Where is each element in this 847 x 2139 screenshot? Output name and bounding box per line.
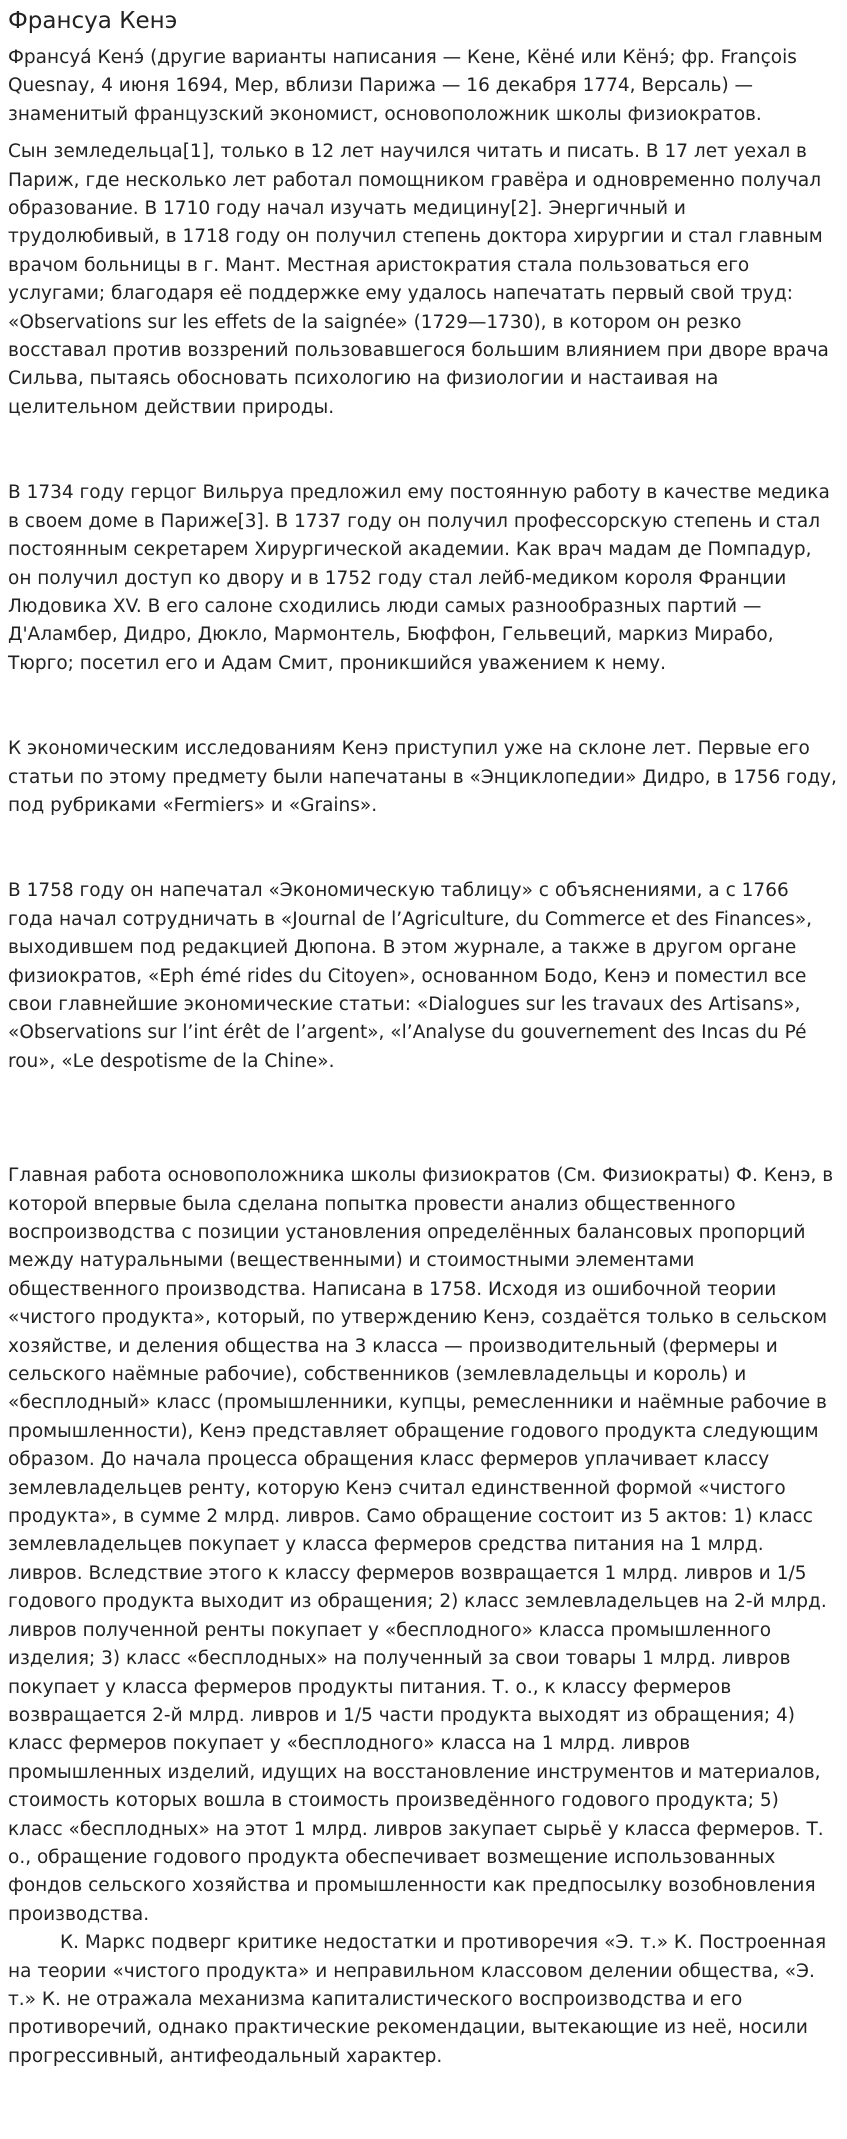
intro-paragraph: Франсуа́ Кенэ́ (другие варианты написания — Кене, Кёне́ или Кёнэ́; фр. François Quesnay, 4 июня 1694, Мер, вблизи Парижа — 16 декабря 1774, Версаль) — знаменитый французский экономист, основоположник школы физиократов. — [8, 47, 797, 125]
paragraph-spacer — [8, 129, 839, 138]
marx-critique-paragraph: К. Маркс подверг критике недостатки и противоречия «Э. т.» К. Построенная на теории «чистого продукта» и неправильном классовом делении общества, «Э. т.» К. не отражала механизма капиталистического воспроизводства и его противоречий, однако практические рекомендации, вытекающие из неё, носили прогрессивный, антифеодальный характер. — [8, 1932, 827, 2067]
paragraph-spacer — [8, 820, 839, 877]
tableau-paragraph: Главная работа основоположника школы физиократов (См. Физиократы) Ф. Кенэ, в которой впервые была сделана попытка провести анализ общественного воспроизводства с позиции установления определённых балансовых пропорций между натуральными (вещественными) и стоимостными элементами общественного производства. Написана в 1758. Исходя из ошибочной теории «чистого продукта», который, по утверждению Кенэ, создаётся только в сельском хозяйстве, и деления общества на 3 класса — производительный (фермеры и сельского наёмные рабочие), собственников (землевладельцы и король) и «бесплодный» класс (промышленники, купцы, ремесленники и наёмные рабочие в промышленности), Кенэ представляет обращение годового продукта следующим образом. До начала процесса обращения класс фермеров уплачивает классу землевладельцев ренту, которую Кенэ считал единственной формой «чистого продукта», в сумме 2 млрд. ливров. Само обращение состоит из 5 актов: 1) класс землевладельцев покупает у класса фермеров средства питания на 1 млрд. ливров. Вследствие этого к классу фермеров возвращается 1 млрд. ливров и 1/5 годового продукта выходит из обращения; 2) класс землевладельцев на 2-й млрд. ливров полученной ренты покупает у «бесплодного» класса промышленного изделия; 3) класс «бесплодных» на полученный за свои товары 1 млрд. ливров покупает у класса фермеров продукты питания. Т. о., к классу фермеров возвращается 2-й млрд. ливров и 1/5 части продукта выходят из обращения; 4) класс фермеров покупает у «бесплодного» класса на 1 млрд. ливров промышленных изделий, идущих на восстановление инструментов и материалов, стоимость которых вошла в стоимость произведённого годового продукта; 5) класс «бесплодных» на этот 1 млрд. ливров закупает сырьё у класса фермеров. Т. о., обращение годового продукта обеспечивает возмещение использованных фондов сельского хозяйства и промышленности как предпосылку возобновления производства. — [8, 1165, 834, 1925]
paragraph-spacer — [8, 422, 839, 479]
economics-paragraph: К экономическим исследованиям Кенэ приступил уже на склоне лет. Первые его статьи по этому предмету были напечатаны в «Энциклопедии» Дидро, в 1756 году, под рубриками «Fermiers» и «Grains». — [8, 738, 837, 816]
career-paragraph: В 1734 году герцог Вильруа предложил ему постоянную работу в качестве медика в своем доме в Париже[3]. В 1737 году он получил профессорскую степень и стал постоянным секретарем Хирургической академии. Как врач мадам де Помпадур, он получил доступ ко двору и в 1752 году стал лейб-медиком короля Франции Людовика XV. В его салоне сходились люди самых разнообразных партий — Д'Аламбер, Дидро, Дюкло, Мармонтель, Бюффон, Гельвеций, маркиз Мирабо, Тюрго; посетил его и Адам Смит, проникшийся уважением к нему. — [8, 482, 830, 674]
paragraph-spacer — [8, 1076, 839, 1162]
publications-paragraph: В 1758 году он напечатал «Экономическую таблицу» с объяснениями, а с 1766 года начал сотрудничать в «Journal de l’Agriculture, du Commerce et des Finances», выходившем под редакцией Дюпона. В этом журнале, а также в другом органе физиократов, «Eph émé rides du Citoyen», основанном Бодо, Кенэ и поместил все свои главнейшие экономические статьи: «Dialogues sur les travaux des Artisans», «Observations sur l’int érêt de l’argent», «l’Analyse du gouvernement des Incas du Pé rou», «Le despotisme de la Chine». — [8, 880, 813, 1072]
paragraph-spacer — [8, 678, 839, 735]
biography-paragraph: Сын земледельца[1], только в 12 лет научился читать и писать. В 17 лет уехал в Париж, где несколько лет работал помощником гравёра и одновременно получал образование. В 1710 году начал изучать медицину[2]. Энергичный и трудолюбивый, в 1718 году он получил степень доктора хирургии и стал главным врачом больницы в г. Мант. Местная аристократия стала пользоваться его услугами; благодаря её поддержке ему удалось напечатать первый свой труд: «Observations sur les effets de la saignée» (1729—1730), в котором он резко восставал против воззрений пользовавшегося большим влиянием при дворе врача Сильва, пытаясь обосновать психологию на физиологии и настаивая на целительном действии природы. — [8, 141, 829, 418]
article-title: Франсуа Кенэ — [8, 8, 178, 34]
